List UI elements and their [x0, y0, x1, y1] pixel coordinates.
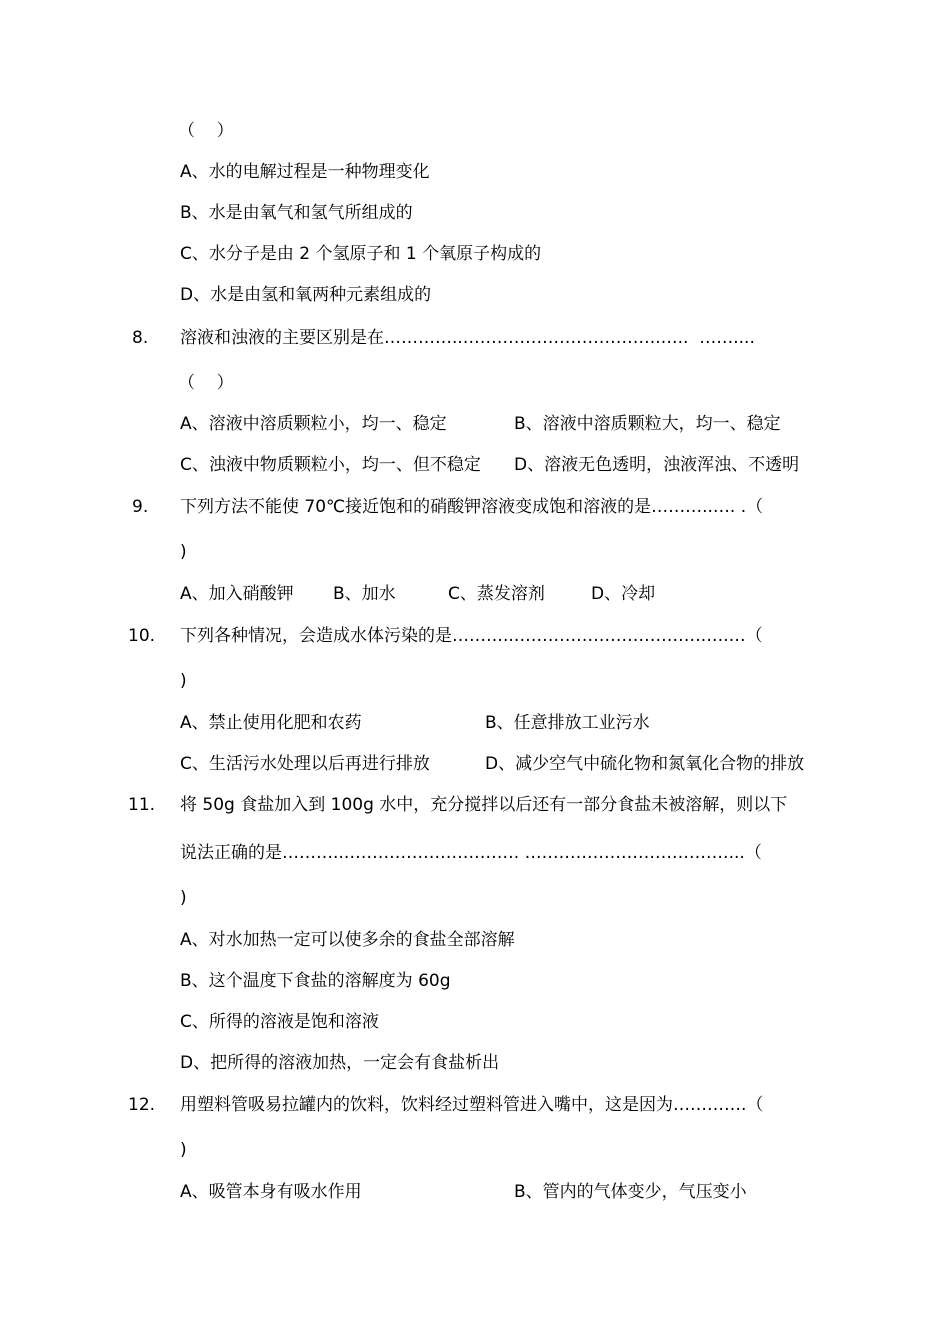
- q10-option-b: B、任意排放工业污水: [485, 713, 650, 733]
- q11-option-b: B、这个温度下食盐的溶解度为 60g: [180, 971, 451, 991]
- q9-stem: 下列方法不能使 70℃接近饱和的硝酸钾溶液变成饱和溶液的是………..…. .（: [180, 497, 764, 517]
- q9-option-a: A、加入硝酸钾: [180, 584, 294, 604]
- q11-close-paren: ): [180, 888, 187, 908]
- q7-answer-blank: （ ）: [178, 121, 234, 141]
- q8-option-d: D、溶液无色透明，浊液浑浊、不透明: [514, 455, 800, 475]
- q9-option-c: C、蒸发溶剂: [448, 584, 545, 604]
- q8-option-b: B、溶液中溶质颗粒大，均一、稳定: [514, 414, 781, 434]
- q10-option-a: A、禁止使用化肥和农药: [180, 713, 362, 733]
- q10-number: 10.: [128, 626, 156, 646]
- q9-option-d: D、冷却: [591, 584, 656, 604]
- q11-number: 11.: [128, 795, 156, 815]
- q8-option-a: A、溶液中溶质颗粒小，均一、稳定: [180, 414, 447, 434]
- q10-close-paren: ): [180, 671, 187, 691]
- q11-option-d: D、把所得的溶液加热，一定会有食盐析出: [180, 1053, 500, 1073]
- q10-stem: 下列各种情况，会造成水体污染的是………..…………………………….….…（: [180, 626, 763, 646]
- q12-number: 12.: [128, 1095, 156, 1115]
- q7-option-a: A、水的电解过程是一种物理变化: [180, 162, 430, 182]
- q12-close-paren: ): [180, 1140, 187, 1160]
- q8-option-c: C、浊液中物质颗粒小，均一、但不稳定: [180, 455, 481, 475]
- q9-close-paren: ): [180, 542, 187, 562]
- q7-option-b: B、水是由氧气和氢气所组成的: [180, 203, 413, 223]
- q7-option-d: D、水是由氢和氧两种元素组成的: [180, 285, 432, 305]
- q10-option-c: C、生活污水处理以后再进行排放: [180, 754, 430, 774]
- q12-option-a: A、吸管本身有吸水作用: [180, 1182, 362, 1202]
- q11-option-c: C、所得的溶液是饱和溶液: [180, 1012, 379, 1032]
- q8-number: 8.: [132, 328, 149, 348]
- q12-option-b: B、管内的气体变少，气压变小: [514, 1182, 747, 1202]
- q10-option-d: D、减少空气中硫化物和氮氧化合物的排放: [485, 754, 805, 774]
- q11-stem-line1: 将 50g 食盐加入到 100g 水中，充分搅拌以后还有一部分食盐未被溶解，则以下: [180, 795, 788, 815]
- q8-stem: 溶液和浊液的主要区别是在…………..……………………………..….. ……....: [180, 328, 755, 348]
- q8-answer-blank: （ ）: [178, 373, 234, 393]
- q11-stem-line2: 说法正确的是………..…………………………. ………………………………...（: [180, 843, 762, 863]
- q9-option-b: B、加水: [333, 584, 396, 604]
- q11-option-a: A、对水加热一定可以使多余的食盐全部溶解: [180, 930, 515, 950]
- q12-stem: 用塑料管吸易拉罐内的饮料，饮料经过塑料管进入嘴中，这是因为………….（: [180, 1095, 764, 1115]
- q9-number: 9.: [132, 497, 149, 517]
- q7-option-c: C、水分子是由 2 个氢原子和 1 个氧原子构成的: [180, 244, 542, 264]
